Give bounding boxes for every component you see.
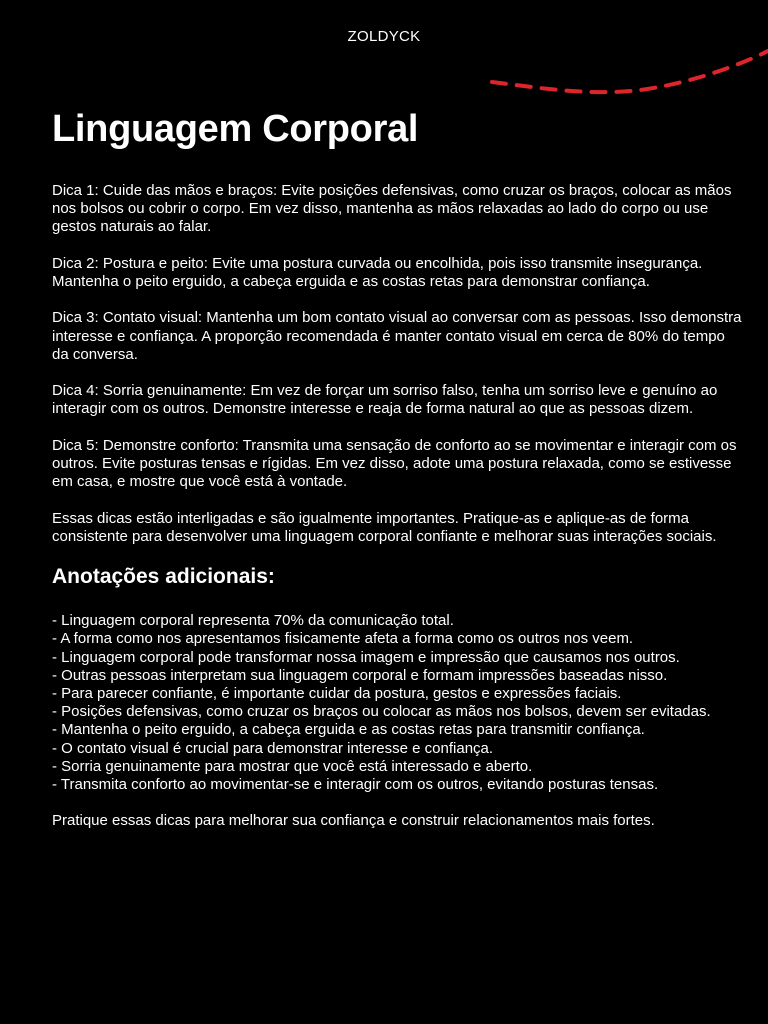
tip-paragraph-5: Dica 5: Demonstre conforto: Transmita uma sensação de conforto ao se movimentar e interagir com os outros. Evite posturas tensas e rígidas. Em vez disso, adote uma postura relaxada, como se estivesse em casa, e mostre que você está à vontade. <box>52 436 737 491</box>
tip-paragraph-4: Dica 4: Sorria genuinamente: Em vez de forçar um sorriso falso, tenha um sorriso leve e genuíno ao interagir com os outros. Demonstre interesse e reaja de forma natural ao que as pessoas dizem. <box>52 382 718 418</box>
notes-list <box>52 612 742 794</box>
page-title: Linguagem Corporal <box>52 108 419 150</box>
tip-paragraph-2: Dica 2: Postura e peito: Evite uma postura curvada ou encolhida, pois isso transmite insegurança. Mantenha o peito erguido, a cabeça erguida e as costas retas para demonstrar confiança. <box>52 254 703 290</box>
document-body <box>52 182 742 849</box>
note-item: - Outras pessoas interpretam sua linguagem corporal e formam impressões baseadas nisso. <box>52 666 668 684</box>
tip-paragraph-3: Dica 3: Contato visual: Mantenha um bom contato visual ao conversar com as pessoas. Isso demonstra interesse e confiança. A proporção recomendada é manter contato visual em cerca de 80% do tempo da conversa. <box>52 309 742 363</box>
brand-label: ZOLDYCK <box>347 28 421 45</box>
note-item: - Posições defensivas, como cruzar os braços ou colocar as mãos nos bolsos, devem ser evitadas. <box>52 703 711 721</box>
note-item: - Linguagem corporal representa 70% da comunicação total. <box>52 612 454 630</box>
summary-paragraph: Essas dicas estão interligadas e são igualmente importantes. Pratique-as e aplique-as de forma consistente para desenvolver uma linguagem corporal confiante e melhorar suas interações sociais. <box>52 509 717 545</box>
note-item: - Linguagem corporal pode transformar nossa imagem e impressão que causamos nos outros. <box>52 648 680 666</box>
note-item: - O contato visual é crucial para demonstrar interesse e confiança. <box>52 739 494 757</box>
note-item: - A forma como nos apresentamos fisicamente afeta a forma como os outros nos veem. <box>52 630 634 648</box>
note-item: - Mantenha o peito erguido, a cabeça erguida e as costas retas para transmitir confiança. <box>52 721 645 739</box>
note-item: - Sorria genuinamente para mostrar que você está interessado e aberto. <box>52 757 533 775</box>
note-item: - Para parecer confiante, é importante cuidar da postura, gestos e expressões faciais. <box>52 684 622 702</box>
tip-paragraph-1: Dica 1: Cuide das mãos e braços: Evite posições defensivas, como cruzar os braços, colocar as mãos nos bolsos ou cobrir o corpo. Em vez disso, mantenha as mãos relaxadas ao lado do corpo ou use gestos naturais ao falar. <box>52 182 732 236</box>
closing-paragraph: Pratique essas dicas para melhorar sua confiança e construir relacionamentos mais fortes. <box>52 812 655 830</box>
notes-heading: Anotações adicionais: <box>52 565 275 589</box>
red-dashed-curve-icon <box>480 40 768 110</box>
note-item: - Transmita conforto ao movimentar-se e interagir com os outros, evitando posturas tensas. <box>52 776 659 793</box>
